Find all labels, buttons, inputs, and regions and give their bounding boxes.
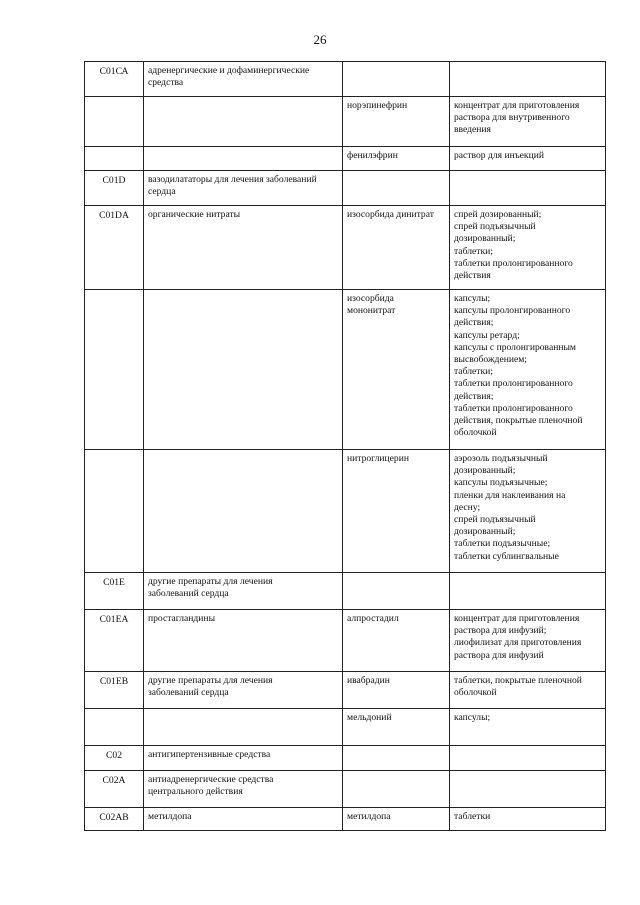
cell-text-line: капсулы с пролонгированным [454,341,577,353]
cell-text-line: раствора для инфузий; [454,625,547,637]
atc-code-cell: С02АВ [85,808,144,831]
dosage-forms-cell [450,62,606,97]
cell-text-line: действия; [454,317,494,329]
atc-code-cell: С01ЕА [85,610,144,672]
table-row [85,771,606,808]
cell-text-line: таблетки, покрытые пленочной [454,675,582,686]
table-row [85,97,606,147]
dosage-forms-cell [450,771,606,808]
table-row [85,672,606,709]
atc-code-cell: С01DА [85,206,144,290]
cell-text-line: концентрат для приготовления [454,100,580,111]
cell-text-line: таблетки пролонгированного [454,378,573,390]
pharmacological-group-cell [144,672,343,709]
cell-text-line: введения [454,124,491,136]
cell-text-line: действия [454,270,491,282]
dosage-forms-cell [450,709,606,746]
dosage-forms-cell [450,97,606,147]
cell-text-line: дозированный; [454,526,516,538]
atc-code-cell: С02 [85,746,144,771]
cell-text-line: нитроглицерин [347,453,409,464]
dosage-forms-cell [450,573,606,610]
dosage-forms-cell [450,171,606,206]
cell-text-line: таблетки подъязычные; [454,538,551,550]
cell-text-line: другие препараты для лечения [148,576,273,587]
active-substance-cell [343,672,450,709]
cell-text-line: заболеваний сердца [148,588,229,600]
cell-text-line: таблетки пролонгированного [454,257,573,269]
cell-text-line: вазодилататоры для лечения заболеваний [148,174,317,185]
cell-text-line: ивабрадин [347,675,390,686]
pharmacological-group-cell [144,147,343,171]
cell-text-line: алпростадил [347,613,399,624]
active-substance-cell [343,709,450,746]
cell-text-line: капсулы подъязычные; [454,477,548,489]
cell-text-line: заболеваний сердца [148,687,229,699]
cell-text-line: спрей подъязычный [454,221,536,233]
table-row [85,62,606,97]
pharmacological-group-cell [144,290,343,450]
active-substance-cell [343,450,450,573]
table-row [85,171,606,206]
cell-text-line: спрей дозированный; [454,209,542,220]
cell-text-line: раствора для инфузий [454,649,544,661]
cell-text-line: таблетки [454,811,491,822]
cell-text-line: антиадренергические средства [148,774,274,785]
cell-text-line: мононитрат [347,305,396,317]
cell-text-line: средства [148,77,184,89]
cell-text-line: таблетки сублингвальные [454,550,559,562]
pharmacological-group-cell [144,97,343,147]
pharmacological-group-cell [144,62,343,97]
cell-text-line: метилдопа [347,811,391,822]
dosage-forms-cell [450,672,606,709]
active-substance-cell [343,97,450,147]
atc-code-cell [85,97,144,147]
cell-text-line: оболочкой [454,427,497,439]
table-row [85,450,606,573]
cell-text-line: антигипертензивные средства [148,749,271,760]
pharmacological-group-cell [144,450,343,573]
cell-text-line: концентрат для приготовления [454,613,580,624]
table-row [85,808,606,831]
active-substance-cell [343,62,450,97]
cell-text-line: действия, покрытые пленочной [454,415,583,427]
atc-code-cell [85,147,144,171]
pharmacological-group-cell [144,171,343,206]
active-substance-cell [343,771,450,808]
dosage-forms-cell [450,206,606,290]
cell-text-line: изосорбида динитрат [347,209,434,220]
cell-text-line: капсулы ретард; [454,329,520,341]
active-substance-cell [343,746,450,771]
pharmacological-group-cell [144,709,343,746]
active-substance-cell [343,171,450,206]
table-body [85,62,606,831]
cell-text-line: изосорбида [347,293,394,304]
dosage-forms-cell [450,147,606,171]
dosage-forms-cell [450,450,606,573]
cell-text-line: органические нитраты [148,209,241,220]
cell-text-line: действия; [454,390,494,402]
page-number: 26 [313,32,327,47]
table-row [85,206,606,290]
cell-text-line: спрей подъязычный [454,514,536,526]
cell-text-line: оболочкой [454,687,497,699]
pharmacological-group-cell [144,610,343,672]
cell-text-line: сердца [148,186,176,198]
atc-code-cell [85,709,144,746]
cell-text-line: раствора для внутривенного [454,112,570,124]
dosage-forms-cell [450,808,606,831]
cell-text-line: простагландины [148,613,216,624]
table-row [85,709,606,746]
pharmacological-group-cell [144,206,343,290]
pharmacological-group-cell [144,746,343,771]
active-substance-cell [343,206,450,290]
table-row [85,610,606,672]
cell-text-line: дозированный; [454,233,516,245]
cell-text-line: пленки для наклеивания на [454,489,566,501]
cell-text-line: аэрозоль подъязычный [454,453,548,464]
atc-code-cell: С01ЕВ [85,672,144,709]
pharmacological-group-cell [144,808,343,831]
cell-text-line: капсулы пролонгированного [454,305,571,317]
cell-text-line: мельдоний [347,712,392,723]
cell-text-line: центрального действия [148,786,243,798]
dosage-forms-cell [450,610,606,672]
atc-code-cell [85,450,144,573]
table-row [85,746,606,771]
pharmacological-group-cell [144,771,343,808]
atc-code-cell: С02А [85,771,144,808]
cell-text-line: таблетки; [454,245,493,257]
table-row [85,290,606,450]
cell-text-line: лиофилизат для приготовления [454,637,582,649]
cell-text-line: капсулы; [454,712,491,723]
active-substance-cell [343,573,450,610]
cell-text-line: капсулы; [454,293,491,304]
cell-text-line: норэпинефрин [347,100,408,111]
cell-text-line: метилдопа [148,811,192,822]
active-substance-cell [343,808,450,831]
cell-text-line: высвобождением; [454,354,527,366]
cell-text-line: адренергические и дофаминергические [148,65,310,76]
dosage-forms-cell [450,746,606,771]
active-substance-cell [343,610,450,672]
cell-text-line: десну; [454,501,481,513]
cell-text-line: дозированный; [454,465,516,477]
active-substance-cell [343,290,450,450]
cell-text-line: таблетки пролонгированного [454,402,573,414]
cell-text-line: другие препараты для лечения [148,675,273,686]
atc-code-cell: С01СА [85,62,144,97]
dosage-forms-cell [450,290,606,450]
cell-text-line: фенилэфрин [347,150,398,161]
atc-code-cell: С01D [85,171,144,206]
table-row [85,147,606,171]
table-row [85,573,606,610]
medication-table [84,61,606,831]
active-substance-cell [343,147,450,171]
pharmacological-group-cell [144,573,343,610]
atc-code-cell: С01Е [85,573,144,610]
atc-code-cell [85,290,144,450]
cell-text-line: таблетки; [454,366,493,378]
cell-text-line: раствор для инъекций [454,150,544,161]
